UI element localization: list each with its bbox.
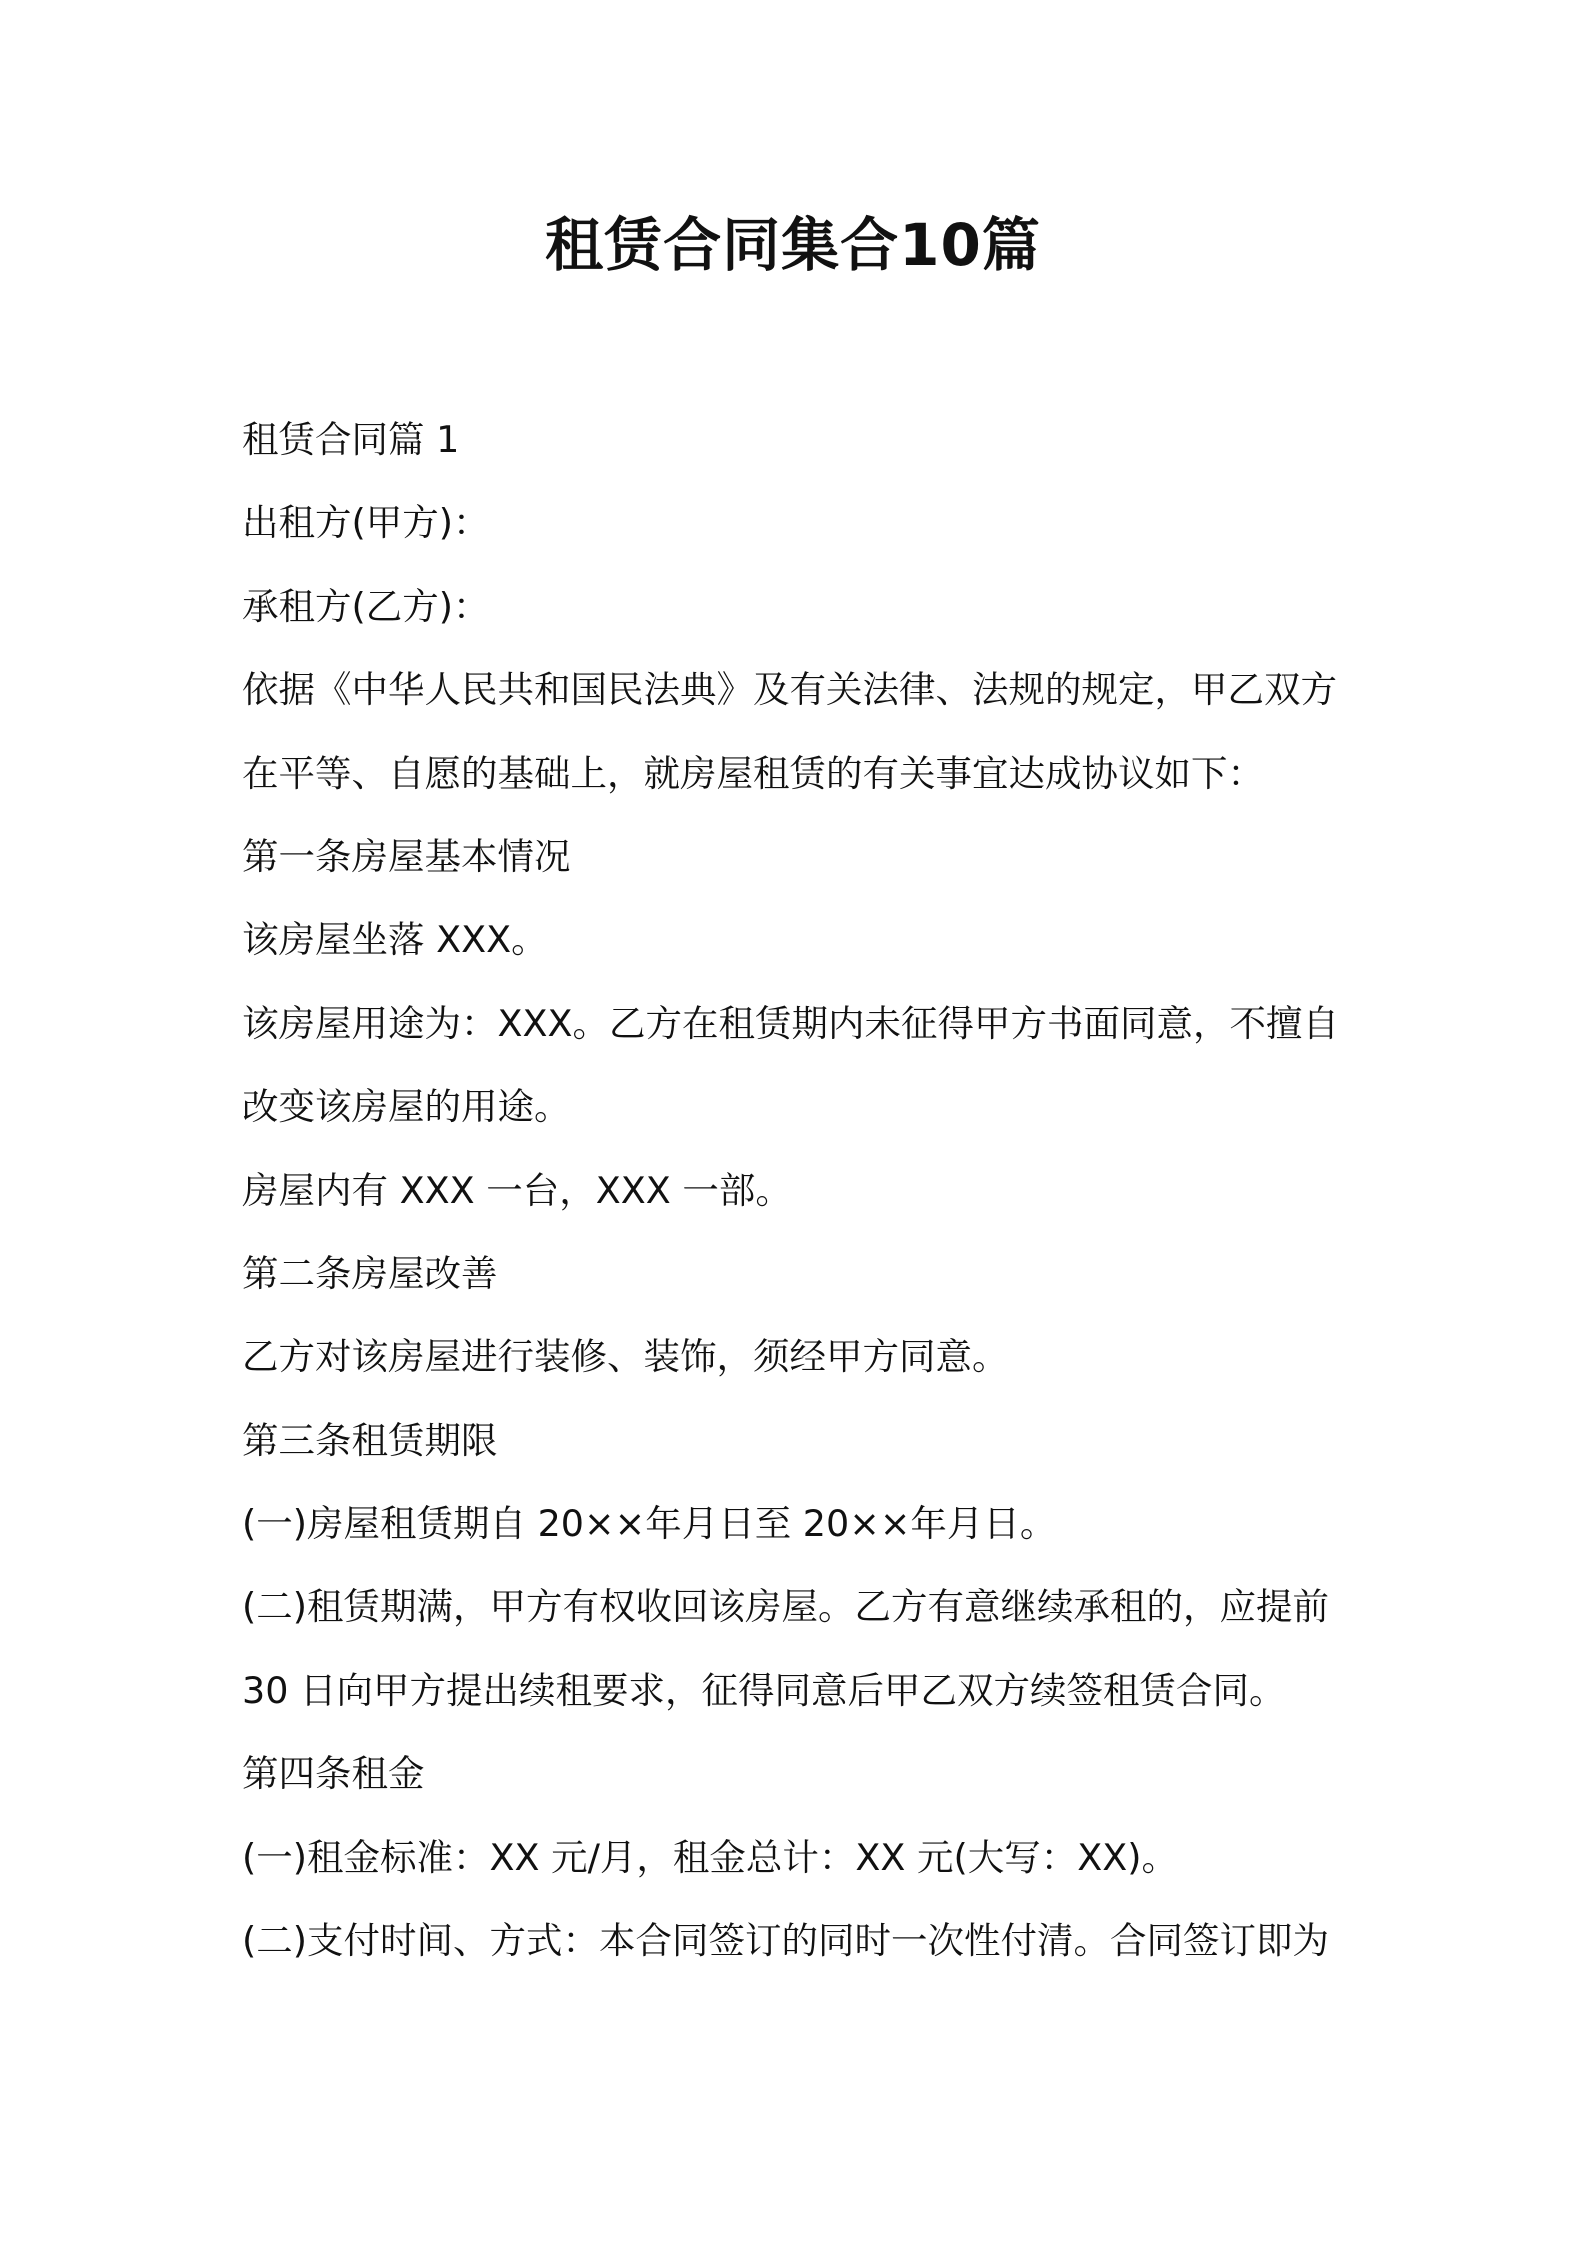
paragraph-line: (一)房屋租赁期自 20××年月日至 20××年月日。 [242,1502,1057,1546]
paragraph-line: 房屋内有 XXX 一台，XXX 一部。 [242,1168,792,1212]
article-heading: 第三条租赁期限 [242,1418,498,1462]
lessor-line: 出租方(甲方)： [242,501,490,545]
paragraph-line: 该房屋坐落 XXX。 [242,918,548,962]
paragraph-line: 30 日向甲方提出续租要求，征得同意后甲乙双方续签租赁合同。 [242,1668,1286,1712]
lessee-line: 承租方(乙方)： [242,584,490,628]
paragraph-line: 改变该房屋的用途。 [242,1085,571,1129]
paragraph-line: (一)租金标准：XX 元/月，租金总计：XX 元(大写：XX)。 [242,1835,1178,1879]
paragraph-line: 依据《中华人民共和国民法典》及有关法律、法规的规定，甲乙双方 [242,668,1337,712]
article-heading: 第二条房屋改善 [242,1251,498,1295]
article-heading: 第一条房屋基本情况 [242,834,571,878]
paragraph-line: (二)租赁期满，甲方有权收回该房屋。乙方有意继续承租的，应提前 [242,1585,1329,1629]
paragraph-line: 该房屋用途为：XXX。乙方在租赁期内未征得甲方书面同意，不擅自 [242,1001,1340,1045]
paragraph-line: 在平等、自愿的基础上，就房屋租赁的有关事宜达成协议如下： [242,751,1264,795]
document-title: 租赁合同集合10篇 [545,211,1041,279]
document-body [242,398,1362,1982]
paragraph-line: 乙方对该房屋进行装修、装饰，须经甲方同意。 [242,1335,1009,1379]
article-heading: 第四条租金 [242,1752,425,1796]
section-heading: 租赁合同篇 1 [242,418,460,461]
paragraph-line: (二)支付时间、方式：本合同签订的同时一次性付清。合同签订即为 [242,1919,1329,1963]
